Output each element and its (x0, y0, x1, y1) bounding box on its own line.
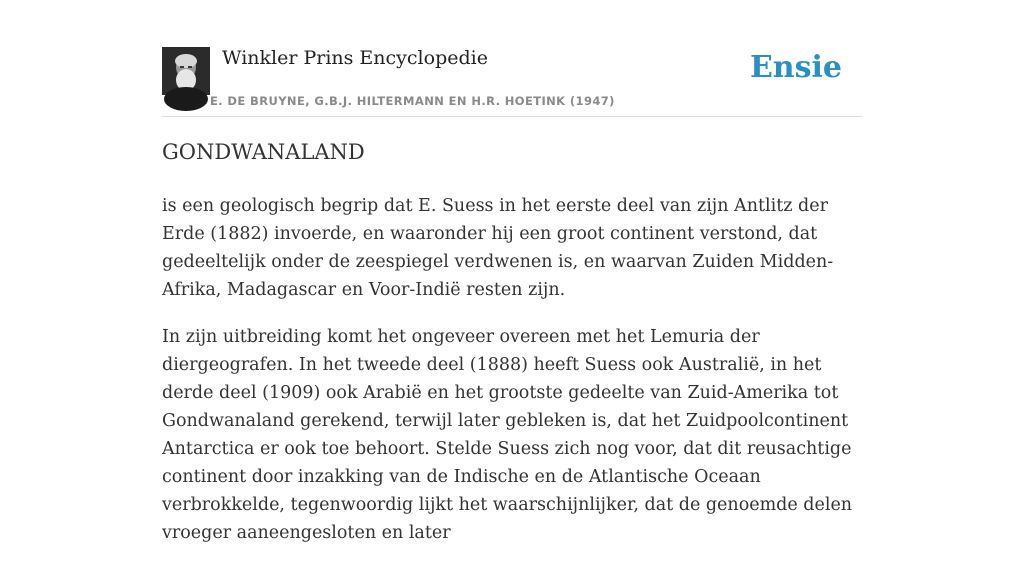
authors-line: E. DE BRUYNE, G.B.J. HILTERMANN EN H.R. HOETINK (1947) (210, 94, 615, 108)
encyclopedia-title[interactable]: Winkler Prins Encyclopedie (222, 47, 488, 69)
entry-body (162, 192, 862, 566)
entry-title: GONDWANALAND (162, 140, 365, 164)
entry-paragraph-1: is een geologisch begrip dat E. Suess in het eerste deel van zijn Antlitz der Erde (1882) invoerde, en waaronder hij een groot continent verstond, dat gedeeltelijk onder de zeespiegel verdwenen is, en waarvan Zuiden Midden-Afrika, Madagascar en Voor-Indië resten zijn. (162, 196, 834, 300)
author-portrait-icon (162, 47, 210, 95)
brand-logo-link[interactable]: Ensie (749, 50, 842, 85)
entry-paragraph-2: In zijn uitbreiding komt het ongeveer overeen met het Lemuria der diergeografen. In het tweede deel (1888) heeft Suess ook Australië, in het derde deel (1909) ook Arabië en het grootste gedeelte van Zuid-Amerika tot Gondwanaland gerekend, terwijl later gebleken is, dat het Zuidpoolcontinent Antarctica er ook toe behoort. Stelde Suess zich nog voor, dat dit reusachtige continent door inzakking van de Indische en de Atlantische Oceaan verbrokkelde, tegenwoordig lijkt het waarschijnlijker, dat de genoemde delen vroeger aaneengesloten en later (162, 327, 853, 543)
encyclopedia-header (162, 44, 862, 117)
